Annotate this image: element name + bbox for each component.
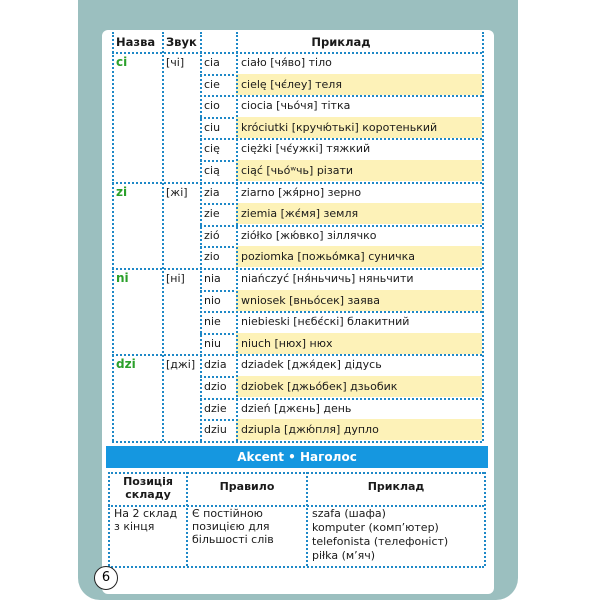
syllable: zio — [204, 250, 220, 264]
divider — [108, 472, 484, 474]
accent-example: telefonista (телефоніст) — [312, 535, 449, 548]
letter-combination: zi — [116, 184, 128, 199]
syllable: dzio — [204, 380, 227, 393]
syllable: dzia — [204, 358, 227, 372]
divider — [162, 32, 164, 441]
sound-value: [ні] — [166, 272, 185, 285]
divider — [108, 472, 110, 566]
syllable: zie — [204, 207, 220, 221]
syllable: zia — [204, 185, 220, 199]
example-text: ciąć [чьо́ʷчь] різати — [241, 164, 354, 177]
example-text: dzień [джєнь] день — [241, 401, 352, 415]
divider — [112, 441, 482, 443]
divider — [306, 472, 308, 566]
accent-title: Akcent • Наголос — [106, 446, 488, 468]
example-text: dziupla [джю́пля] дупло — [241, 423, 379, 437]
syllable: cia — [204, 56, 220, 69]
syllable: cię — [204, 142, 220, 156]
example-text: ciocia [чьо́чя] тітка — [241, 99, 351, 113]
example-text: ziarno [жя́рно] зерно — [241, 185, 362, 199]
letter-combination: dzi — [116, 357, 136, 372]
syllable: nie — [204, 315, 221, 329]
example-text: dziadek [джя́дек] дідусь — [241, 358, 382, 372]
header-position: Позиція складу — [123, 475, 173, 501]
sound-value: [джі] — [166, 358, 196, 372]
accent-rule: Є постійною позицією для більшості слів — [192, 507, 274, 546]
syllable: dziu — [204, 423, 227, 437]
accent-example: komputer (комп’ютер) — [312, 521, 439, 534]
example-text: króciutki [кручю́тькі] коротенький — [241, 120, 438, 134]
example-text: niańczyć [ня́ньчичь] няньчити — [241, 272, 414, 285]
header-rule: Правило — [219, 480, 275, 493]
syllable: cią — [204, 164, 220, 177]
example-text: niuch [нюх] нюх — [241, 336, 333, 350]
divider — [482, 32, 484, 441]
syllable: ciu — [204, 120, 221, 134]
letter-combination: ci — [116, 55, 128, 69]
example-text: ciężki [чє́ужкі] тяжкий — [241, 142, 371, 156]
example-text: dziobek [джьо́бек] дзьобик — [241, 380, 398, 393]
divider — [108, 566, 484, 568]
header-example: Приклад — [311, 35, 371, 49]
example-text: wniosek [вньо́сек] заява — [241, 293, 380, 307]
divider — [484, 472, 486, 566]
accent-position: На 2 склад з кінця — [114, 507, 178, 533]
example-text: ziółko [жю́вко] зіллячко — [241, 228, 377, 242]
accent-example: piłka (м’яч) — [312, 549, 376, 562]
header-sound: Звук — [166, 35, 197, 49]
header-name: Назва — [116, 35, 156, 49]
page-number: 6 — [94, 566, 118, 590]
example-text: niebieski [нєбє́скі] блакитний — [241, 315, 410, 329]
divider — [186, 472, 188, 566]
example-text: ciało [чя́во] тіло — [241, 56, 332, 69]
example-text: ziemia [жє́мя] земля — [241, 207, 359, 221]
divider — [200, 32, 202, 441]
syllable: cie — [204, 77, 220, 91]
divider — [112, 32, 114, 441]
syllable: nia — [204, 272, 221, 285]
sound-value: [жі] — [166, 185, 188, 199]
syllable: zió — [204, 228, 220, 242]
divider — [236, 32, 238, 441]
syllable: niu — [204, 336, 221, 350]
syllable: dzie — [204, 401, 227, 415]
accent-example: szafa (шафа) — [312, 507, 386, 520]
example-text: cielę [чє́леу] теля — [241, 77, 342, 91]
syllable: cio — [204, 99, 220, 113]
sound-value: [чі] — [166, 56, 185, 69]
header-example: Приклад — [367, 480, 425, 493]
example-text: poziomka [пожьо́мка] суничка — [241, 250, 415, 264]
syllable: nio — [204, 293, 221, 307]
letter-combination: ni — [116, 271, 129, 285]
